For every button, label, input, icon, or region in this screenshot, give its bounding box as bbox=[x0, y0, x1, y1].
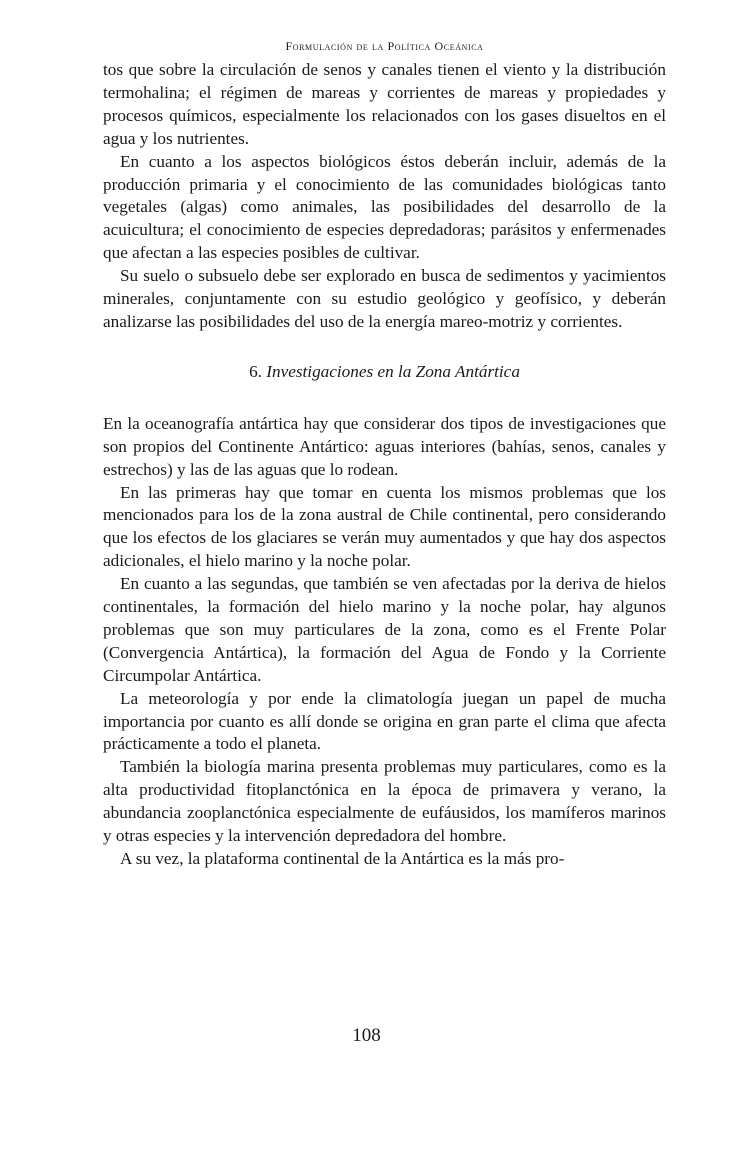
paragraph-5: En las primeras hay que tomar en cuenta los mismos problemas que los mencionados para los de la zona austral de Chile continental, pero considerando que los efectos de los glaciares se verán muy aumentados y que hay dos aspectos adicionales, el hielo marino y la noche polar. bbox=[103, 482, 666, 571]
paragraph-6: En cuanto a las segundas, que también se ven afectadas por la deriva de hielos continentales, la formación del hielo marino y la noche polar, hay algunos problemas que son muy particulares de la zona, como es el Frente Polar (Convergencia Antártica), la formación del Agua de Fondo y la Corriente Circumpolar Antártica. bbox=[103, 574, 666, 685]
section-number: 6. bbox=[249, 361, 262, 381]
running-head: Formulación de la Política Oceánica bbox=[285, 39, 484, 53]
paragraph-2: En cuanto a los aspectos biológicos éstos deberán incluir, además de la producción primaria y el conocimiento de las comunidades biológicas tanto vegetales (algas) como animales, las posibilidades del desarrollo de la acuicultura; el conocimiento de especies depredadoras; parásitos y enfermenades que afectan a las especies posibles de cultivar. bbox=[103, 151, 666, 263]
paragraph-7: La meteorología y por ende la climatología juegan un papel de mucha importancia por cuanto es allí donde se origina en gran parte el clima que afecta prácticamente a todo el planeta. bbox=[103, 688, 666, 754]
paragraph-4: En la oceanografía antártica hay que considerar dos tipos de investigaciones que son propios del Continente Antártico: aguas interiores (bahías, senos, canales y estrechos) y las de las aguas que lo rodean. bbox=[103, 413, 666, 479]
body-text-lower bbox=[103, 413, 666, 871]
section-heading bbox=[103, 361, 666, 384]
paragraph-3: Su suelo o subsuelo debe ser explorado en busca de sedimentos y yacimientos minerales, conjuntamente con su estudio geológico y geofísico, y deberán analizarse las posibilidades del uso de la energía mareo-motriz y corrientes. bbox=[103, 266, 666, 331]
paragraph-1: tos que sobre la circulación de senos y canales tienen el viento y la distribución termohalina; el régimen de mareas y corrientes de mareas y propiedades y procesos químicos, especialmente los relacionados con los gases disueltos en el agua y los nutrientes. bbox=[103, 60, 666, 148]
page-number: 108 bbox=[352, 1025, 381, 1046]
document-page bbox=[103, 38, 666, 871]
body-text-upper bbox=[103, 59, 666, 334]
paragraph-8: También la biología marina presenta problemas muy particulares, como es la alta productividad fitoplanctónica en la época de primavera y verano, la abundancia zooplanctónica especialmente de eufáusidos, los mamíferos marinos y otras especies y la intervención depredadora del hombre. bbox=[103, 757, 666, 846]
section-title: Investigaciones en la Zona Antártica bbox=[266, 361, 520, 381]
paragraph-9: A su vez, la plataforma continental de la Antártica es la más pro- bbox=[120, 849, 565, 868]
